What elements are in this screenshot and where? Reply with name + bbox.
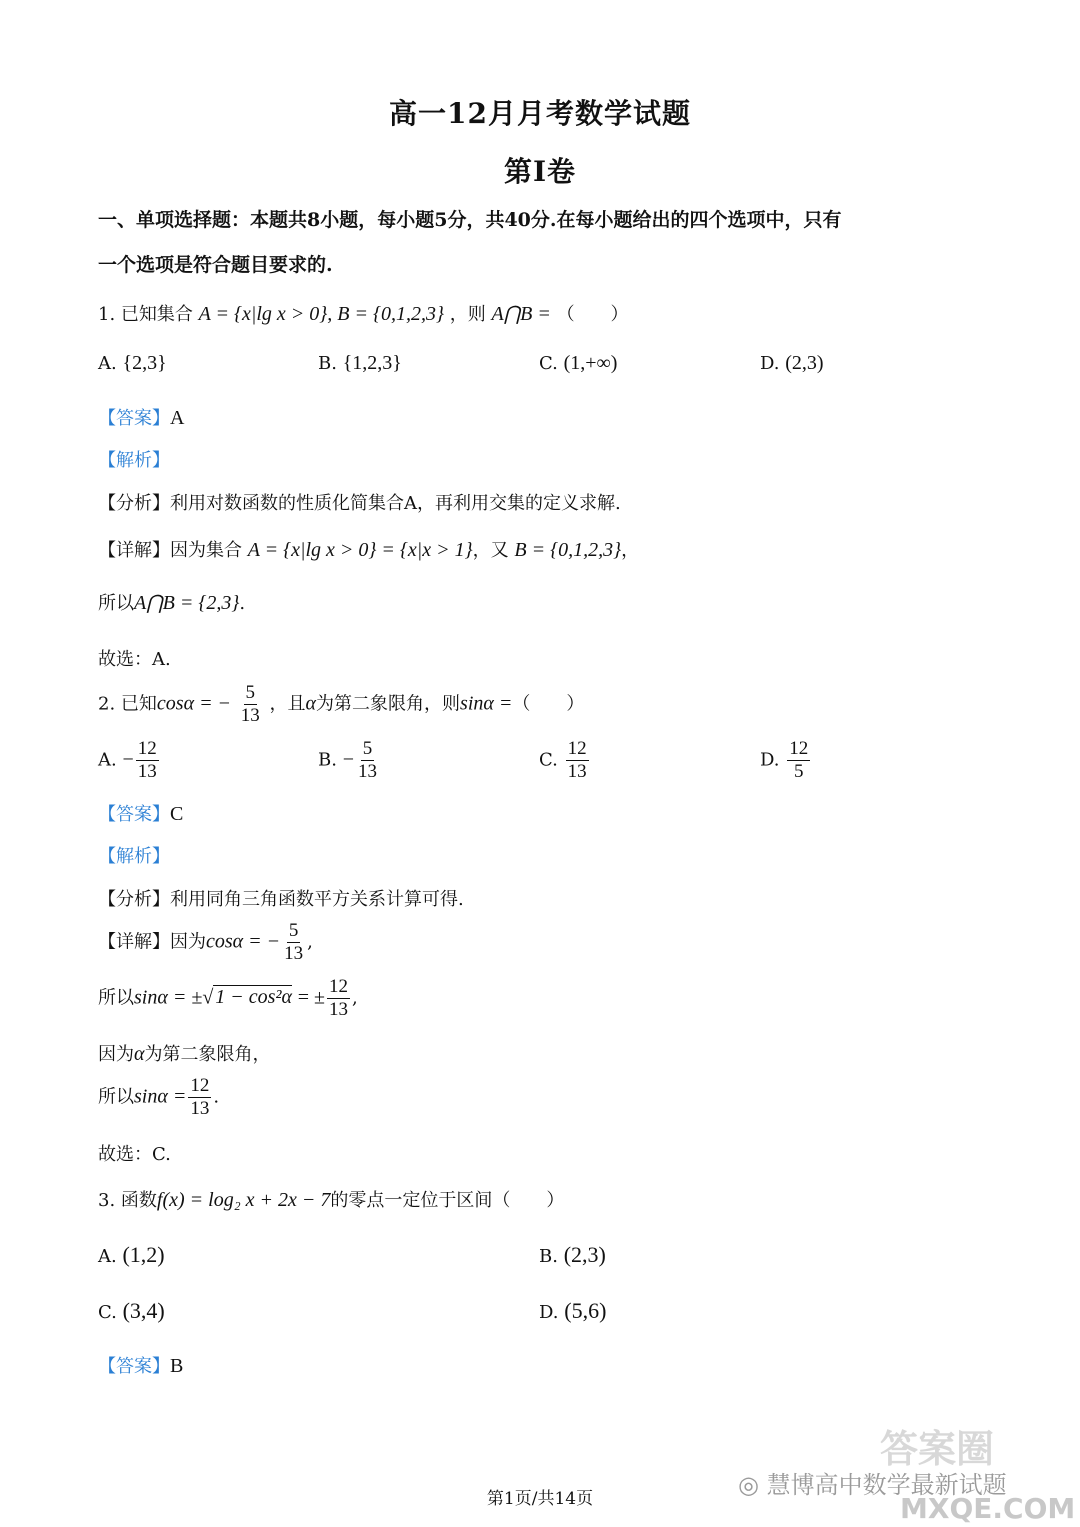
q1-xiangjie: 【详解】因为集合 A = {x|lg x > 0} = {x|x > 1}，又 B = {0,1,2,3}，: [98, 539, 640, 561]
page-subtitle: 第I卷: [503, 155, 577, 188]
q2-answer: 【答案】C: [98, 803, 184, 825]
q2-option-b: B. − $\frac{5}{13}$: [318, 738, 377, 782]
q2-option-a: A. − $\frac{12}{13}$: [98, 738, 157, 782]
q2-guxuan: 故选：C.: [98, 1144, 171, 1165]
q3-option-c: C. (3,4): [98, 1298, 165, 1323]
watermark-wechat: ◎ 慧博高中数学最新试题: [738, 1471, 1007, 1499]
q2-yinwei: 因为α为第二象限角，: [98, 1043, 271, 1065]
question-3-stem: 3. 函数f(x) = log₂ x + 2x − 7的零点一定位于区间（ ）: [98, 1189, 565, 1211]
q1-answer: 【答案】A: [98, 407, 185, 429]
q3-answer: 【答案】B: [98, 1355, 184, 1377]
watermark-site: MXQE.COM: [900, 1492, 1076, 1525]
answer-tag: 【答案】: [98, 408, 170, 429]
q1-option-c: C. (1,+∞): [539, 352, 618, 374]
q3-option-b: B. (2,3): [539, 1242, 606, 1267]
q2-option-d: D. $\frac{12}{5}$: [760, 738, 809, 782]
q3-option-a: A. (1,2): [98, 1242, 165, 1267]
q2-analysis-tag: 【解析】: [98, 846, 170, 867]
q1-analysis-tag: 【解析】: [98, 450, 170, 471]
q3-option-d: D. (5,6): [539, 1298, 607, 1323]
q2-fenxi: 【分析】利用同角三角函数平方关系计算可得.: [98, 889, 464, 910]
q1-stem-math: A = {x|lg x > 0}, B = {0,1,2,3}: [198, 303, 445, 325]
q2-option-c: C. $\frac{12}{13}$: [539, 738, 587, 782]
q1-stem-prefix: 1. 已知集合: [98, 304, 193, 325]
watermark-logo: 答案圈: [880, 1427, 995, 1471]
q1-option-d: D. (2,3): [760, 352, 824, 374]
q1-stem-math2: A⋂B =: [491, 303, 551, 325]
q1-guxuan: 故选：A.: [98, 649, 171, 670]
section-heading-line2: 一个选项是符合题目要求的.: [98, 254, 333, 276]
question-2-stem: 2. 已知cosα = − $\frac{5}{13}$ ，且α为第二象限角，则sinα =（ ）: [98, 682, 585, 726]
q2-suoyi: 所以sinα = ±√ 1 − cos²α = ± $\frac{12}{13}$ ,: [98, 976, 358, 1020]
q1-stem-suffix: ，则: [449, 304, 486, 325]
q1-option-b: B. {1,2,3}: [318, 352, 402, 374]
wechat-icon: ◎: [738, 1471, 759, 1499]
question-1-stem: [98, 300, 629, 326]
q1-paren: （ ）: [556, 304, 629, 325]
section-heading-line1: 一、单项选择题：本题共8小题，每小题5分，共40分.在每小题给出的四个选项中，只有: [98, 209, 842, 231]
page-number: 第1页/共14页: [486, 1489, 594, 1509]
q1-fenxi: 【分析】利用对数函数的性质化简集合A，再利用交集的定义求解.: [98, 493, 621, 514]
q2-suoyi2: 所以sinα = $\frac{12}{13}$ .: [98, 1075, 220, 1119]
page-title: 高一12月月考数学试题: [389, 97, 691, 130]
q2-xiangjie: 【详解】因为cosα = − $\frac{5}{13}$ ,: [98, 920, 313, 964]
q1-suoyi: 所以A⋂B = {2,3}.: [98, 592, 246, 614]
q1-option-a: A. {2,3}: [98, 352, 167, 374]
